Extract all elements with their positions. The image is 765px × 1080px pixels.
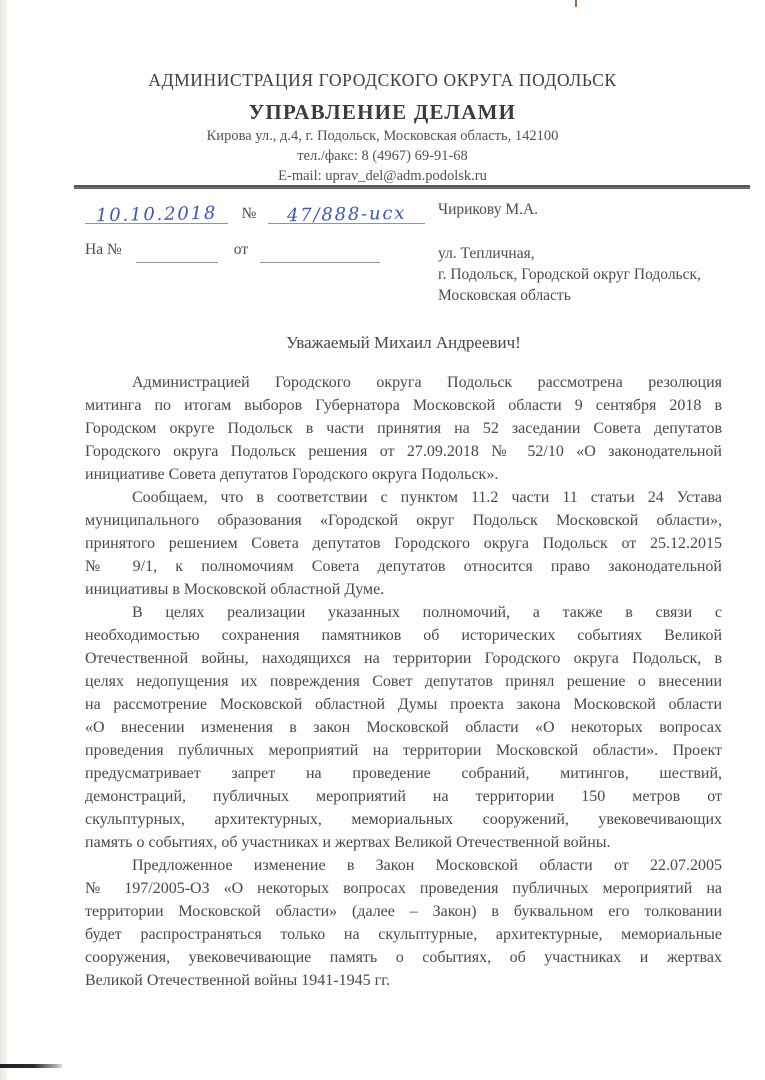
outgoing-date-handwritten: 10.10.2018 — [95, 202, 218, 227]
letterhead-divider — [74, 185, 750, 189]
recipient-name: Чирикову М.А. — [438, 201, 539, 218]
letterhead-phone: тел./факс: 8 (4967) 69-91-68 — [297, 148, 468, 164]
reference-block — [85, 196, 425, 259]
body-text-line: принятого решением Совета депутатов Городского округа Подольск от 25.12.2015 — [85, 535, 722, 552]
body-text-line: Предложенное изменение в Закон Московской области от 22.07.2005 — [132, 857, 722, 874]
body-text-line: память о событиях, об участниках и жертвах Великой Отечественной войны. — [85, 834, 611, 851]
department-name: УПРАВЛЕНИЕ ДЕЛАМИ — [248, 100, 517, 124]
body-text-line: Сообщаем, что в соответствии с пунктом 11.2 части 11 статьи 24 Устава — [132, 489, 722, 506]
outgoing-date-line — [85, 202, 228, 227]
recipient-block — [438, 201, 701, 306]
outgoing-number-line — [268, 202, 425, 227]
body-text-line: инициативы в Московской областной Думе. — [85, 581, 385, 598]
incoming-number-label: На № — [85, 241, 122, 258]
letter-body — [85, 371, 722, 992]
salutation: Уважаемый Михаил Андреевич! — [286, 333, 521, 352]
body-text-line: предусматривает запрет на проведение собраний, митингов, шествий, — [85, 765, 722, 782]
body-text-line: проведения публичных мероприятий на территории Московской области». Проект — [85, 742, 722, 759]
body-text-line: целях недопущения их повреждения Совет депутатов принял решение о внесении — [85, 673, 722, 690]
paragraph — [85, 486, 722, 601]
body-text-line: Городского округа Подольск решения от 27.09.2018 № 52/10 «О законодательной — [85, 443, 722, 460]
body-text-line: на рассмотрение Московской областной Думы проекта закона Московской области — [85, 696, 722, 713]
body-text-line: сооружения, увековечивающие память о событиях, об участниках и жертвах — [85, 949, 722, 966]
body-text-line: Великой Отечественной войны 1941-1945 гг. — [85, 972, 390, 989]
scan-mark-artifact — [575, 0, 577, 7]
body-text-line: Городском округе Подольск в части принятия на 52 заседании Совета депутатов — [85, 420, 722, 437]
letterhead — [0, 70, 765, 185]
incoming-date-blank — [260, 262, 380, 263]
outgoing-reference-row — [85, 196, 425, 227]
body-text-line: № 9/1, к полномочиям Совета депутатов относится право законодательной — [85, 558, 722, 575]
paragraph — [85, 854, 722, 992]
body-text-line: инициативе Совета депутатов Городского округа Подольск». — [85, 466, 499, 483]
body-text-line: Администрацией Городского округа Подольск рассмотрена резолюция — [132, 374, 722, 391]
body-text-line: муниципального образования «Городской округ Подольск Московской области», — [85, 512, 722, 529]
number-sign: № — [241, 205, 257, 222]
body-text-line: В целях реализации указанных полномочий, а также в связи с — [132, 604, 722, 621]
paragraph — [85, 601, 722, 854]
incoming-number-blank — [136, 262, 218, 263]
letterhead-email: E-mail: uprav_del@adm.podolsk.ru — [278, 168, 487, 184]
recipient-address-line: г. Подольск, Городской округ Подольск, — [438, 266, 701, 283]
body-text-line: «О внесении изменения в закон Московской области «О некоторых вопросах — [85, 719, 722, 736]
body-text-line: территории Московской области» (далее – Закон) в буквальном его толковании — [85, 903, 722, 920]
organization-name: АДМИНИСТРАЦИЯ ГОРОДСКОГО ОКРУГА ПОДОЛЬСК — [148, 70, 617, 90]
body-text-line: Отечественной войны, находящихся на территории Городского округа Подольск, в — [85, 650, 722, 667]
scan-line-artifact — [0, 1064, 62, 1068]
body-text-line: демонстраций, публичных мероприятий на территории 150 метров от — [85, 788, 722, 805]
body-text-line: будет распространяться только на скульптурные, архитектурные, мемориальные — [85, 926, 722, 943]
outgoing-number-handwritten: 47/888-исх — [286, 202, 407, 227]
incoming-from-label: от — [233, 241, 249, 258]
letterhead-address: Кирова ул., д.4, г. Подольск, Московская область, 142100 — [206, 128, 559, 144]
body-text-line: митинга по итогам выборов Губернатора Московской области 9 сентября 2018 в — [85, 397, 722, 414]
incoming-reference-row — [85, 239, 425, 259]
recipient-address-line: ул. Тепличная, — [438, 245, 535, 262]
recipient-address-line: Московская область — [438, 287, 571, 304]
body-text-line: № 197/2005-ОЗ «О некоторых вопросах проведения публичных мероприятий на — [85, 880, 722, 897]
body-text-line: скульптурных, архитектурных, мемориальных сооружений, увековечивающих — [85, 811, 722, 828]
paragraph — [85, 371, 722, 486]
body-text-line: необходимостью сохранения памятников об исторических событиях Великой — [85, 627, 722, 644]
